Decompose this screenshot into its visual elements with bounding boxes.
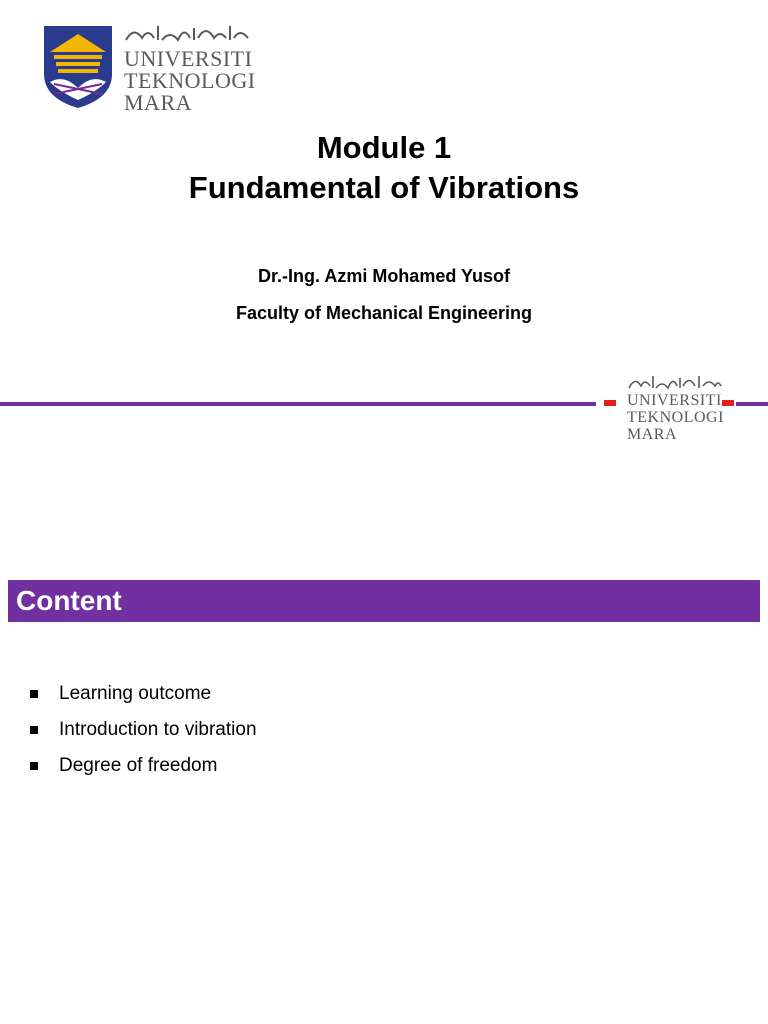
faculty-name: Faculty of Mechanical Engineering <box>235 303 533 323</box>
footer-logo-line-3: MARA <box>627 426 678 443</box>
square-bullet-icon <box>30 762 38 770</box>
square-bullet-icon <box>30 726 38 734</box>
jawi-script-icon <box>124 20 250 46</box>
footer-university-wordmark <box>627 372 727 443</box>
content-heading-bar <box>8 580 760 622</box>
content-heading: Content <box>16 585 122 616</box>
list-item <box>30 676 257 712</box>
bullet-text: Degree of freedom <box>59 755 218 776</box>
square-bullet-icon <box>30 690 38 698</box>
university-wordmark <box>124 20 264 114</box>
logo-line-2: TEKNOLOGI <box>124 68 256 93</box>
purple-divider-right <box>736 402 768 406</box>
footer-logo-line-1: UNIVERSITI <box>627 392 722 409</box>
bullet-text: Introduction to vibration <box>59 719 257 740</box>
bullet-text: Learning outcome <box>59 683 212 704</box>
purple-divider-left <box>0 402 596 406</box>
jawi-script-icon <box>627 372 723 392</box>
title-slide <box>0 0 768 400</box>
content-bullet-list <box>30 676 257 784</box>
list-item <box>30 712 257 748</box>
red-accent-left <box>604 400 616 406</box>
logo-line-3: MARA <box>124 90 193 115</box>
title-line-2: Fundamental of Vibrations <box>188 170 580 205</box>
uitm-crest-icon <box>40 22 116 110</box>
footer-logo-line-2: TEKNOLOGI <box>627 409 724 426</box>
logo-line-1: UNIVERSITI <box>124 46 253 71</box>
title-line-1: Module 1 <box>316 130 452 165</box>
author-name: Dr.-Ing. Azmi Mohamed Yusof <box>257 266 511 286</box>
slide-title <box>0 128 768 208</box>
list-item <box>30 748 257 784</box>
